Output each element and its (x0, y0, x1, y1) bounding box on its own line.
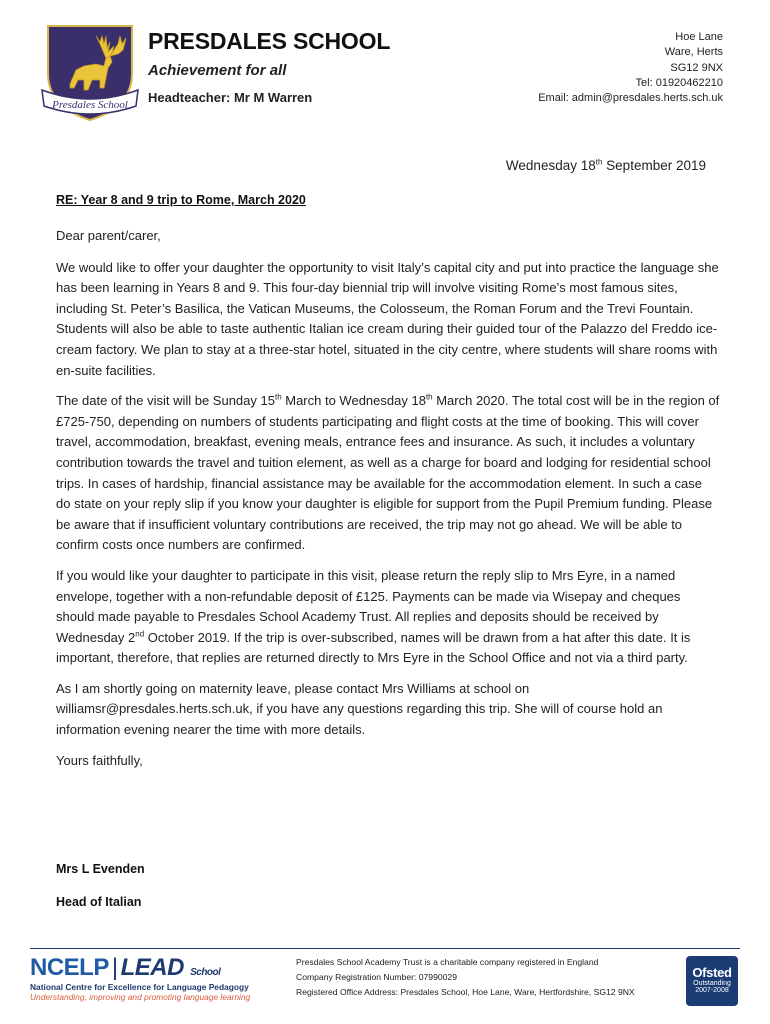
school-name: PRESDALES SCHOOL (148, 28, 391, 54)
school-motto: Achievement for all (148, 62, 287, 79)
letter-subject: RE: Year 8 and 9 trip to Rome, March 2020 (56, 193, 306, 207)
ofsted-badge (686, 956, 738, 1006)
paragraph-2: The date of the visit will be Sunday 15th March to Wednesday 18th March 2020. The total cost will be in the region of £725-750, depending on numbers of students participating and flight costs at the time of booking. This will cover travel, accommodation, breakfast, evening meals, entrance fees and insurance. As such, it includes a voluntary contribution towards the travel and tuition element, as well as a charge for board and lodging for residential school trips. In cases of hardship, financial assistance may be available for the accommodation element. In such a case do state on your reply slip if you know your daughter is eligible for support from the Pupil Premium funding. Please be aware that if insufficient voluntary contributions are received, the trip may not go ahead. We will be able to confirm costs once numbers are confirmed. (56, 392, 720, 553)
address-phone: Tel: 01920462210 (635, 76, 723, 89)
trust-info (296, 955, 635, 1000)
address-line: Ware, Herts (664, 46, 723, 59)
ncelp-lead-logo: NCELP | LEAD School National Centre for Excellence for Language Pedagogy Understanding, improving and promoting language learning (30, 954, 275, 1004)
trust-line: Registered Office Address: Presdales School, Hoe Lane, Ware, Hertfordshire, SG12 9NX (296, 987, 635, 997)
footer-divider (30, 948, 740, 949)
address-line: Hoe Lane (675, 31, 723, 43)
address-line: SG12 9NX (670, 61, 723, 74)
crest-shield-icon (40, 22, 140, 122)
headteacher: Headteacher: Mr M Warren (148, 90, 313, 105)
ofsted-years: 2007-2008 (695, 987, 729, 994)
school-address (538, 30, 723, 106)
signer-title: Head of Italian (56, 895, 142, 909)
paragraph-4: As I am shortly going on maternity leave, please contact Mrs Williams at school on williamsr@presdales.herts.sch.uk, if you have any questions regarding this trip. She will of course hold an information evening nearer the time with more details. (56, 680, 663, 738)
ofsted-name: Ofsted (692, 965, 732, 980)
trust-line: Presdales School Academy Trust is a charitable company registered in England (296, 957, 599, 967)
paragraph-1: We would like to offer your daughter the opportunity to visit Italy’s capital city and put into practice the language she has been learning in Years 8 and 9. This four-day biennial trip will involve visiting Rome’s most famous sites, including St. Peter’s Basilica, the Vatican Museums, the Colosseum, the Roman Forum and the Trevi Fountain. Students will also be able to taste authentic Italian ice cream during their guided tour of the Palazzo del Freddo ice-cream factory. We plan to stay at a three-star hotel, situated in the city centre, where students will share rooms with en-suite facilities. (56, 259, 719, 378)
closing: Yours faithfully, (56, 752, 143, 768)
address-email: Email: admin@presdales.herts.sch.uk (538, 92, 723, 105)
ofsted-grade: Outstanding (693, 980, 731, 987)
ncelp-tagline: Understanding, improving and promoting language learning (30, 992, 251, 1002)
lead-wordmark: LEAD (120, 954, 184, 981)
crest-ribbon-text: Presdales School (52, 99, 128, 111)
paragraph-3: If you would like your daughter to participate in this visit, please return the reply slip to Mrs Eyre, in a named envelope, together with a non-refundable deposit of £125. Payments can be made via Wisepay and cheques should made payable to Presdales School Academy Trust. All replies and deposits should be received by Wednesday 2nd October 2019. If the trip is over-subscribed, names will be drawn from a hat after this date. It is important, therefore, that replies are returned directly to Mrs Eyre in the School Office and not via a third party. (56, 567, 691, 666)
ncelp-full-name: National Centre for Excellence for Language Pedagogy (30, 982, 249, 992)
letter-body (56, 226, 720, 781)
letter-date: Wednesday 18th September 2019 (505, 157, 706, 173)
signature-block (56, 862, 145, 928)
lead-school: School (190, 967, 221, 978)
ncelp-wordmark: NCELP (30, 954, 109, 981)
trust-line: Company Registration Number: 07990029 (296, 972, 457, 982)
salutation: Dear parent/carer, (56, 228, 161, 243)
signer-name: Mrs L Evenden (56, 862, 145, 876)
school-crest-logo (40, 22, 140, 122)
